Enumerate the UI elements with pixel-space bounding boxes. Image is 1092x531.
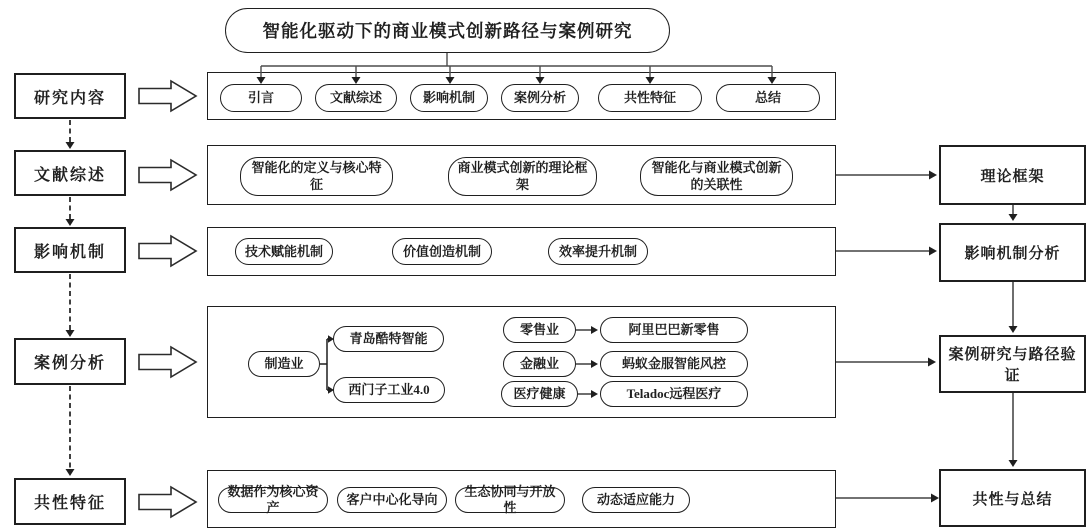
stage-case-analysis: 案例分析: [14, 338, 126, 385]
case-validation-box: 案例研究与路径验证: [939, 335, 1086, 393]
lit-definition-pill: 智能化的定义与核心特征: [240, 157, 393, 196]
ant-financial-pill: 蚂蚁金服智能风控: [600, 351, 748, 377]
tech-enable-pill: 技术赋能机制: [235, 238, 333, 265]
block-arrow-icons: [139, 81, 196, 517]
common-features-pill: 共性特征: [598, 84, 702, 112]
theory-framework-box: 理论框架: [939, 145, 1086, 205]
siemens-pill: 西门子工业4.0: [333, 377, 445, 403]
stage-literature-review: 文献综述: [14, 150, 126, 196]
outcome-arrows: [836, 171, 939, 503]
mechanism-pill: 影响机制: [410, 84, 488, 112]
qingdao-kute-pill: 青岛酷特智能: [333, 326, 444, 352]
summary-conclusion-box: 共性与总结: [939, 469, 1086, 527]
intro-pill: 引言: [220, 84, 302, 112]
efficiency-pill: 效率提升机制: [548, 238, 648, 265]
retail-pill: 零售业: [503, 317, 576, 343]
manufacturing-pill: 制造业: [248, 351, 320, 377]
dynamic-adapt-pill: 动态适应能力: [582, 487, 690, 513]
summary-pill: 总结: [716, 84, 820, 112]
value-create-pill: 价值创造机制: [392, 238, 492, 265]
mechanism-analysis-box: 影响机制分析: [939, 223, 1086, 282]
title-node: 智能化驱动下的商业模式创新路径与案例研究: [225, 8, 670, 53]
ecosystem-open-pill: 生态协同与开放性: [455, 487, 565, 513]
literature-pill: 文献综述: [315, 84, 397, 112]
alibaba-pill: 阿里巴巴新零售: [600, 317, 748, 343]
lit-relation-pill: 智能化与商业模式创新的关联性: [640, 157, 793, 196]
customer-centric-pill: 客户中心化导向: [337, 487, 447, 513]
finance-pill: 金融业: [503, 351, 576, 377]
healthcare-pill: 医疗健康: [501, 381, 578, 407]
stage-research-content: 研究内容: [14, 73, 126, 119]
stage-common-features: 共性特征: [14, 478, 126, 525]
teladoc-pill: Teladoc远程医疗: [600, 381, 748, 407]
data-asset-pill: 数据作为核心资产: [218, 487, 328, 513]
lit-theory-pill: 商业模式创新的理论框架: [448, 157, 597, 196]
case-analysis-pill: 案例分析: [501, 84, 579, 112]
stage-impact-mechanism: 影响机制: [14, 227, 126, 273]
